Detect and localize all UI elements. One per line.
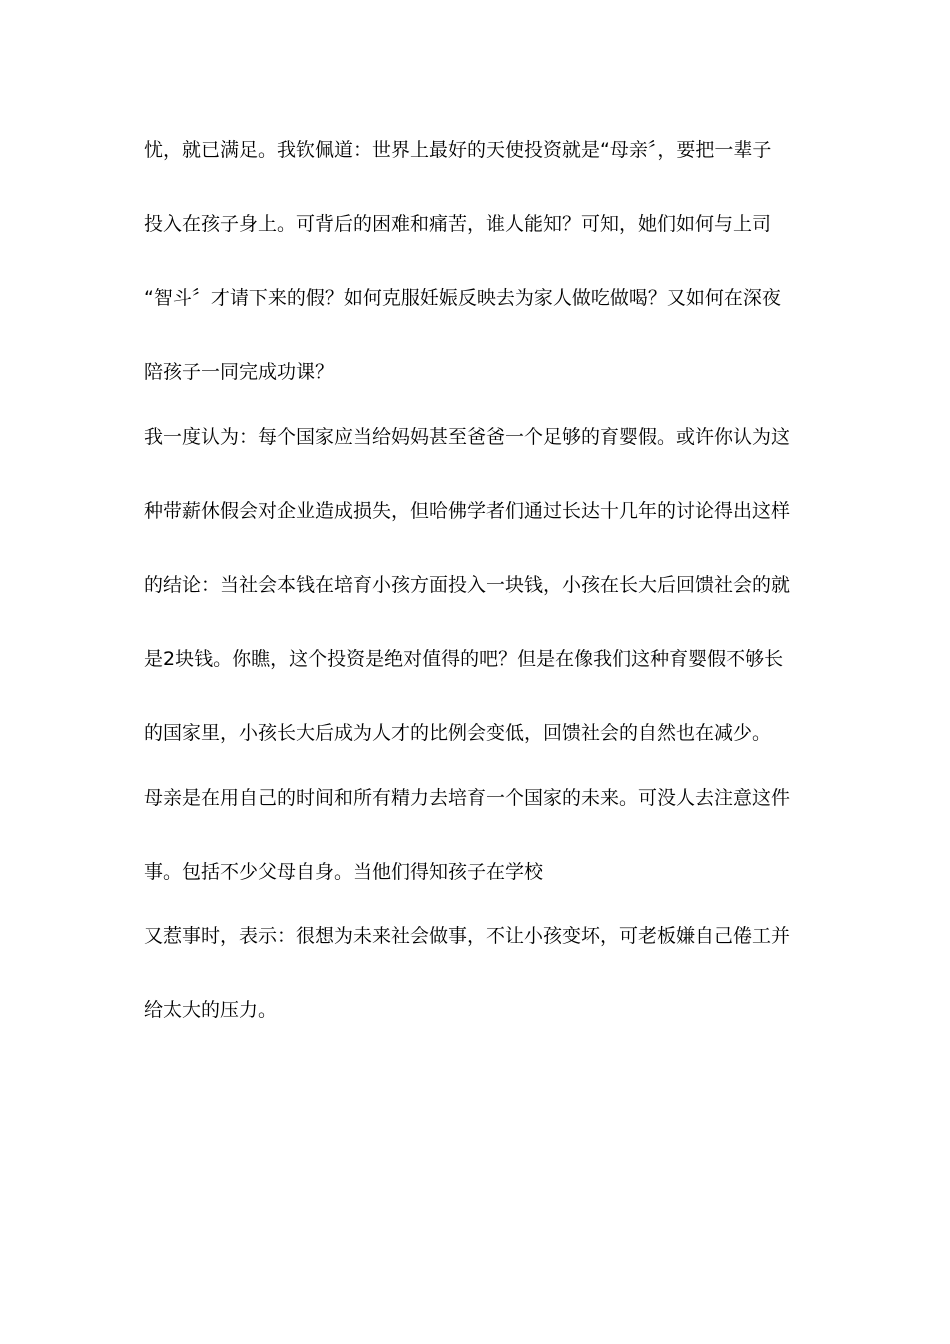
text-line: 事。包括不少父母自身。当他们得知孩子在学校 (144, 861, 544, 883)
text-line: 投入在孩子身上。可背后的困难和痛苦，谁人能知？可知，她们如何与上司 (144, 213, 772, 235)
text-line: 给太大的压力。 (144, 999, 278, 1021)
text-line: 母亲是在用自己的时间和所有精力去培育一个国家的未来。可没人去注意这件 (144, 787, 791, 809)
text-line: 我一度认为：每个国家应当给妈妈甚至爸爸一个足够的育婴假。或许你认为这 (144, 426, 791, 448)
text-line: 种带薪休假会对企业造成损失，但哈佛学者们通过长达十几年的讨论得出这样 (144, 500, 791, 522)
text-line: “智斗〞才请下来的假？如何克服妊娠反映去为家人做吃做喝？又如何在深夜 (144, 287, 781, 309)
text-line: 的国家里，小孩长大后成为人才的比例会变低，回馈社会的自然也在减少。 (144, 722, 772, 744)
text-line: 是2块钱。你瞧，这个投资是绝对值得的吧？但是在像我们这种育婴假不够长 (144, 648, 784, 670)
text-line: 陪孩子一同完成功课？ (144, 361, 335, 383)
text-line: 忧，就已满足。我钦佩道：世界上最好的天使投资就是“母亲〞，要把一辈子 (144, 139, 772, 161)
text-line: 的结论：当社会本钱在培育小孩方面投入一块钱，小孩在长大后回馈社会的就 (144, 574, 791, 596)
text-line: 又惹事时，表示：很想为未来社会做事，不让小孩变坏，可老板嫌自己倦工并 (144, 925, 791, 947)
